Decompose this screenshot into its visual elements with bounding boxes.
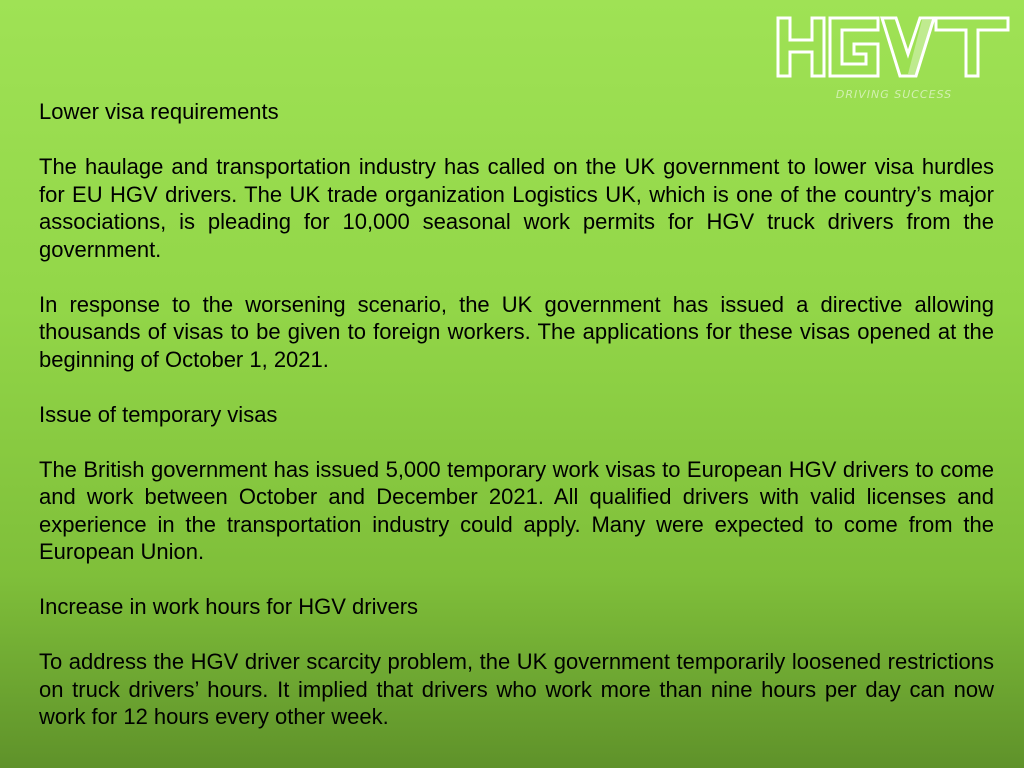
paragraph: To address the HGV driver scarcity problem, the UK government temporarily loosened restrictions on truck drivers’ hours. It implied that drivers who work more than nine hours per day can now work for 12 hours every other week. — [39, 649, 994, 729]
slide-body — [39, 98, 994, 758]
paragraph: The haulage and transportation industry has called on the UK government to lower visa hurdles for EU HGV drivers. The UK trade organization Logistics UK, which is one of the country’s major associations, is pleading for 10,000 seasonal work permits for HGV truck drivers from the government. — [39, 154, 994, 262]
section-heading: Issue of temporary visas — [39, 401, 278, 427]
hgvt-logo — [776, 14, 1012, 104]
paragraph: The British government has issued 5,000 temporary work visas to European HGV drivers to come and work between October and December 2021. All qualified drivers with valid licenses and experience in the transportation industry could apply. Many were expected to come from the European Union. — [39, 456, 994, 564]
section-heading: Lower visa requirements — [39, 99, 279, 124]
section-heading: Increase in work hours for HGV drivers — [39, 594, 419, 619]
logo-tagline: DRIVING SUCCESS — [835, 88, 953, 101]
hgvt-logo-mark — [776, 14, 1012, 80]
paragraph: In response to the worsening scenario, the UK government has issued a directive allowing thousands of visas to be given to foreign workers. The applications for these visas opened at the beginning of October 1, 2021. — [39, 291, 994, 372]
